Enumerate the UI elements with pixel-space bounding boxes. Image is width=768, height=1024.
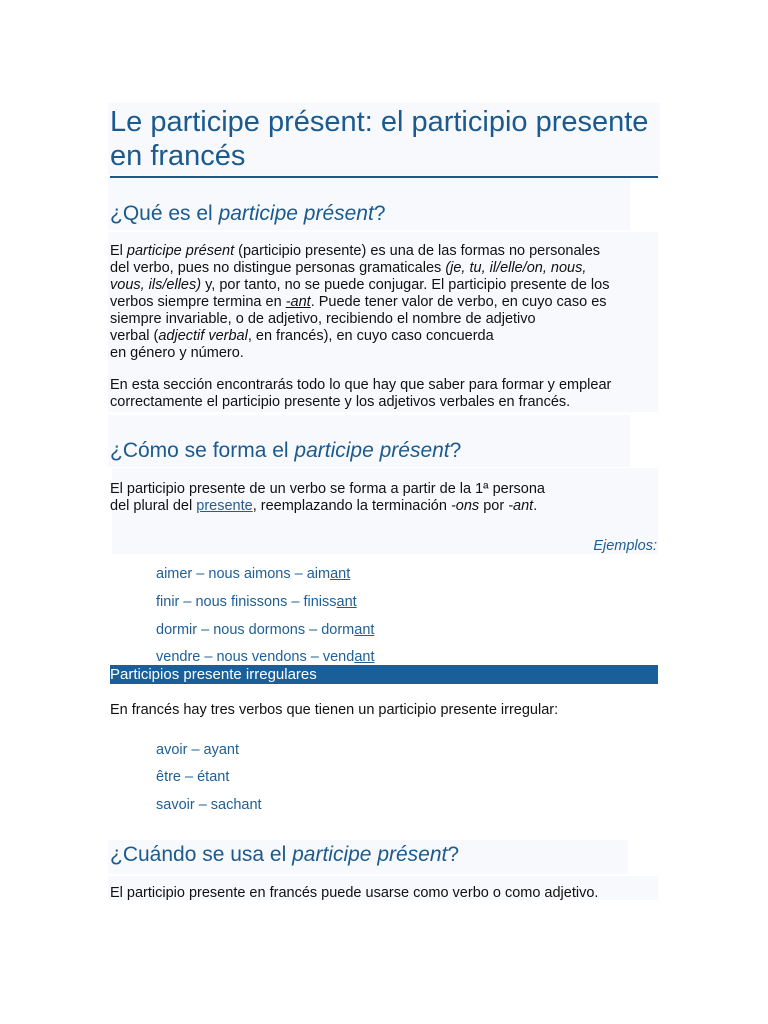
paragraph-intro: En esta sección encontrarás todo lo que hay que saber para formar y emplear correctamente el participio presente y los adjetivos verbales en francés. [110, 377, 612, 410]
irregular-item: savoir – sachant [156, 797, 262, 813]
presente-link[interactable]: presente [196, 498, 253, 514]
irregular-item: avoir – ayant [156, 742, 240, 758]
irregular-item: être – étant [156, 769, 230, 785]
example-item: aimer – nous aimons – aimant [156, 566, 351, 582]
example-item: dormir – nous dormons – dormant [156, 622, 375, 638]
paragraph-uso: El participio presente en francés puede usarse como verbo o como adjetivo. [110, 885, 599, 901]
paragraph-irregulares: En francés hay tres verbos que tienen un participio presente irregular: [110, 702, 559, 718]
page-title: Le participe présent: el participio presente en francés [110, 105, 658, 178]
paragraph-formation: El participio presente de un verbo se forma a partir de la 1ª persona del plural del presente, reemplazando la terminación -ons por -ant. [110, 481, 545, 514]
section-band-irregulares: Participios presente irregulares [110, 665, 658, 684]
section-heading-cuando-se-usa: ¿Cuándo se usa el participe présent? [110, 843, 460, 866]
example-item: vendre – nous vendons – vendant [156, 649, 375, 665]
section-heading-que-es: ¿Qué es el participe présent? [110, 202, 386, 225]
paragraph-definition: El participe présent (participio presente) es una de las formas no personales del verbo, pues no distingue personas gramaticales (je, tu, il/elle/on, nous, vous, ils/elles) y, por tanto, no se puede conjugar. El participio presente de los verbos siempre termina en -ant. Puede tener valor de verbo, en cuyo caso es siempre invariable, o de adjetivo, recibiendo el nombre de adjetivo verbal (adjectif verbal, en francés), en cuyo caso concuerda en género y número. [110, 243, 610, 361]
ejemplos-label: Ejemplos: [593, 538, 657, 554]
section-heading-como-se-forma: ¿Cómo se forma el participe présent? [110, 439, 462, 462]
example-item: finir – nous finissons – finissant [156, 594, 357, 610]
